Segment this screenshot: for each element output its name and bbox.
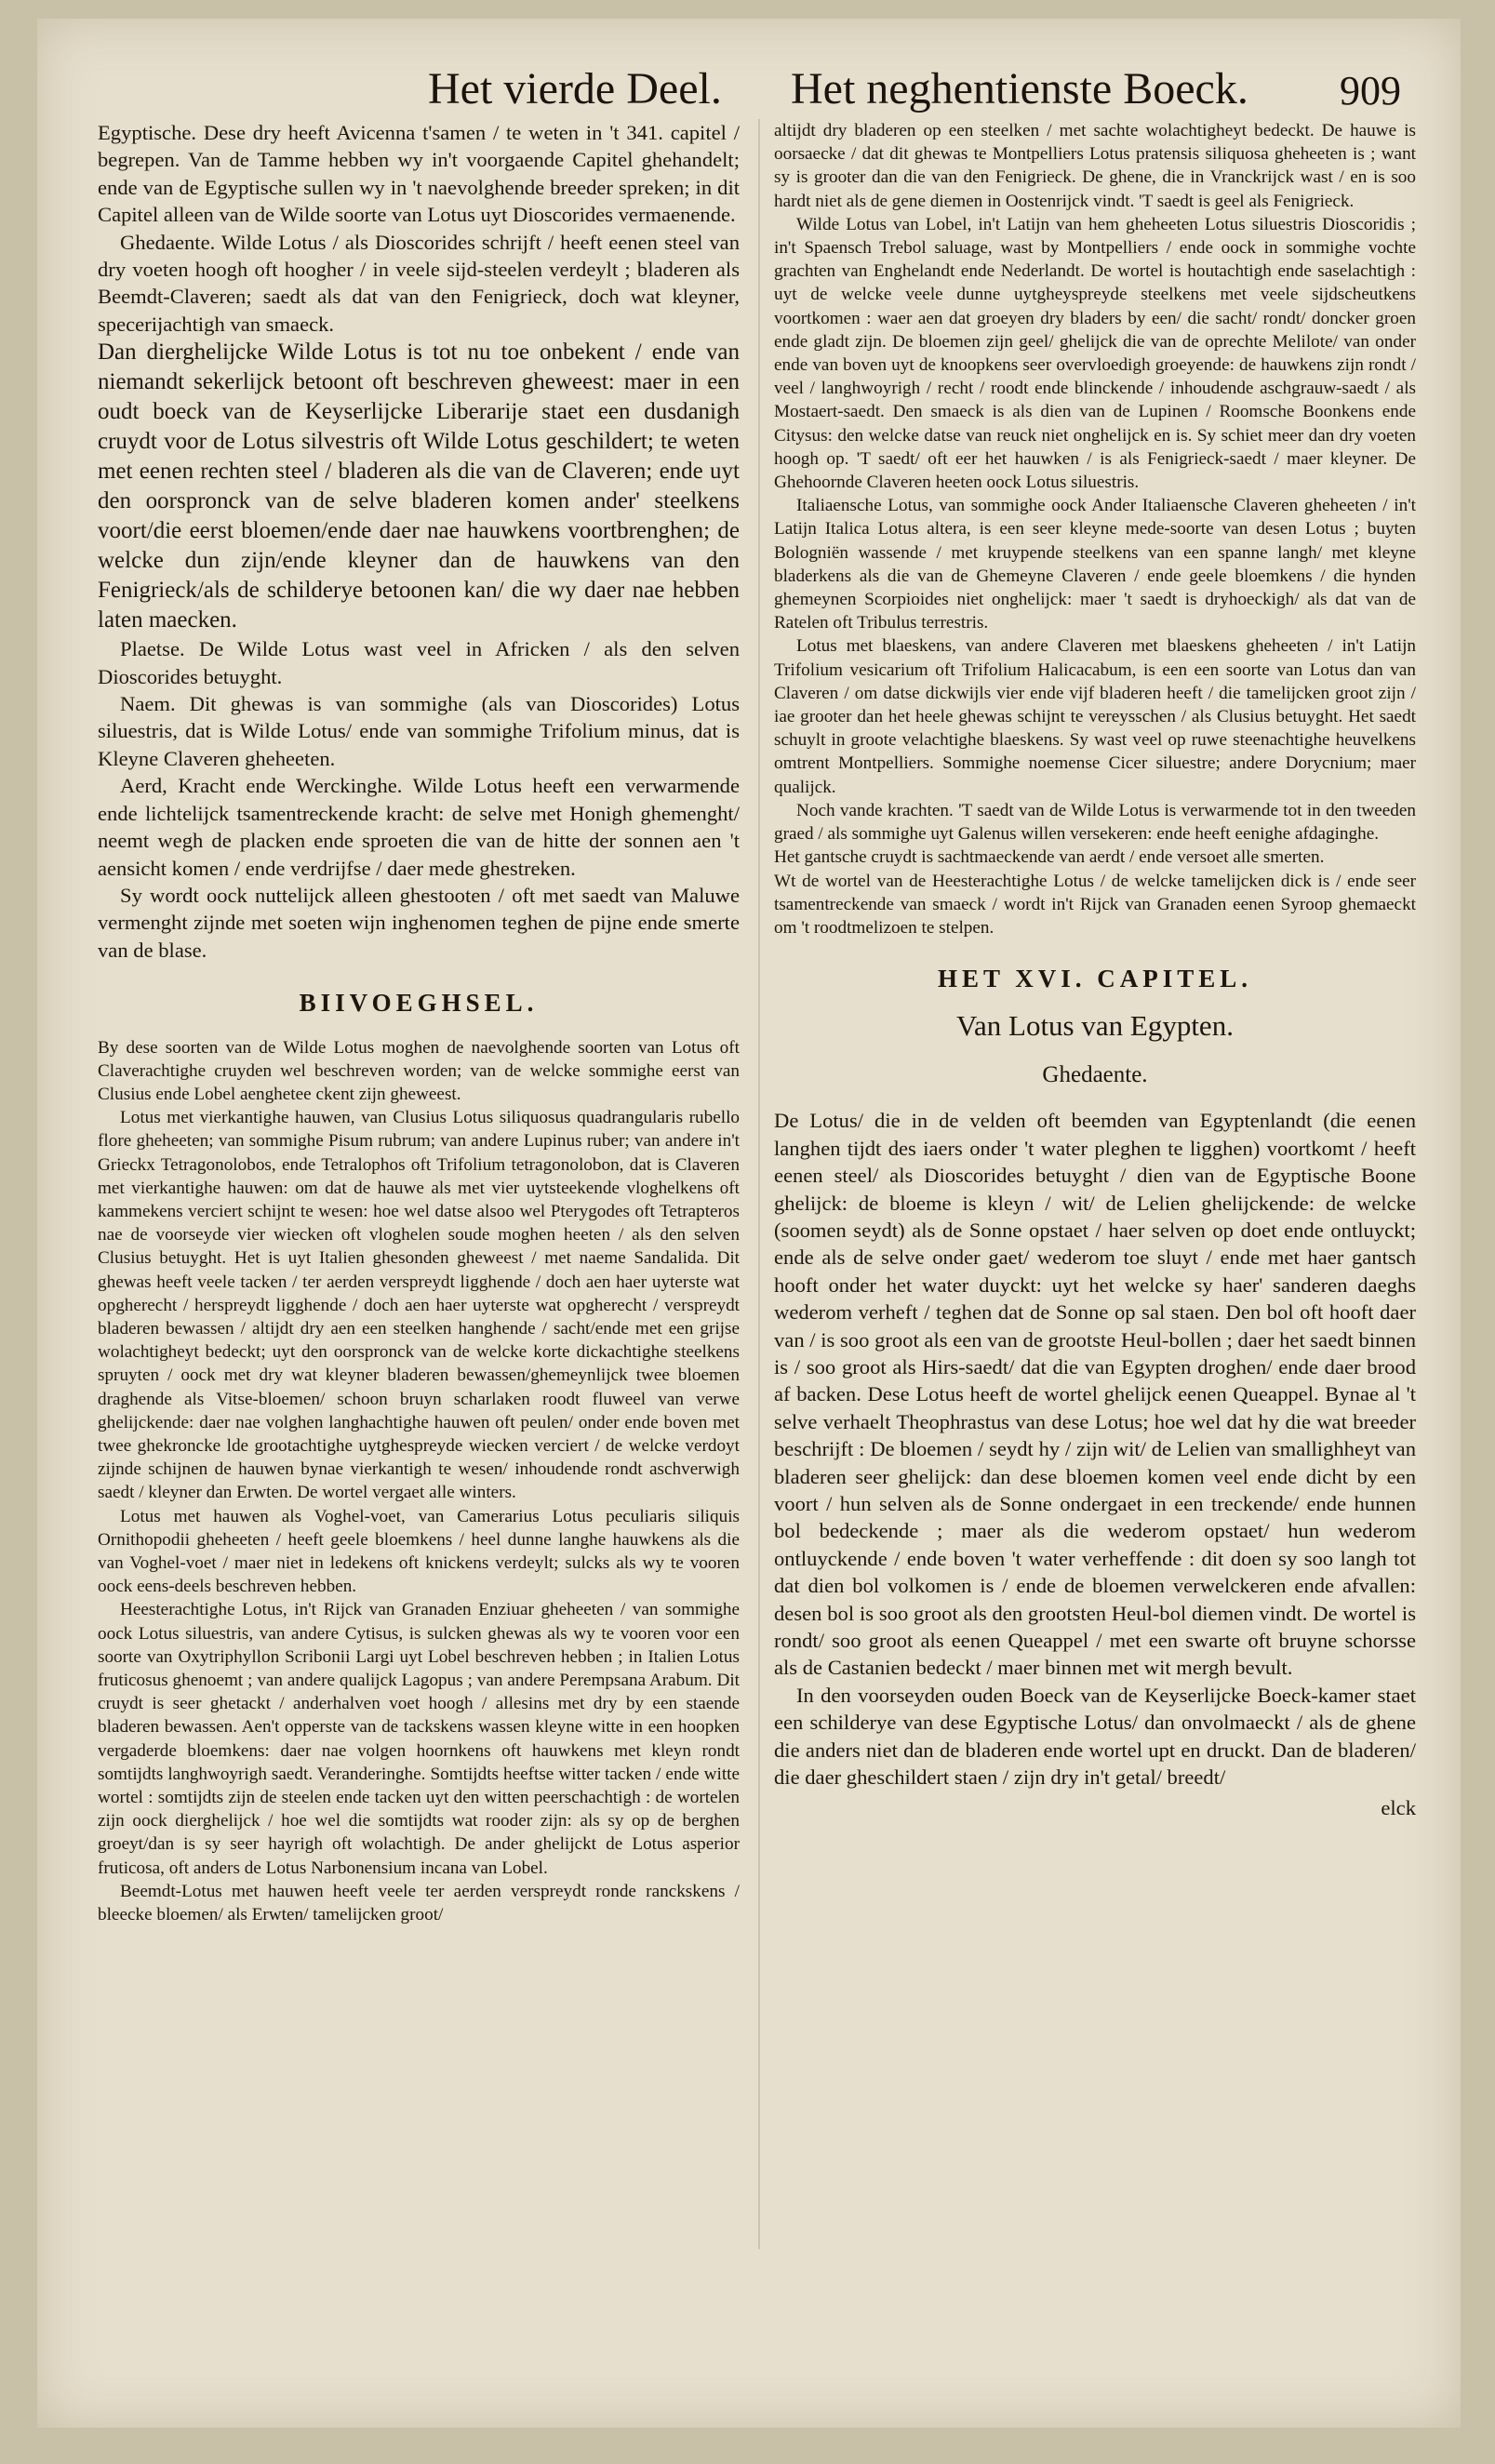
catchword: elck [1381,1796,1416,1820]
chapter-subtitle: Van Lotus van Egypten. [956,1008,1234,1042]
page-number: 909 [1340,68,1401,113]
column-divider [758,119,760,2249]
entry-vierkant: Lotus met vierkantighe hauwen, van Clusius Lotus siliquosus quadrangularis rubello flore gheheeten; van sommighe Pisum rubrum; van andere Lupinus ruber; van andere in't Grieckx Tetragonolobos, ende Tetralophos oft Trifolium tetragonolobon, dat is Claveren met vierkantighe hauwen: om dat de hauwe als met vier uytsteekende vloghelkens oft kammekens verciert schijnt te wesen: hoe wel datse alsoo wel Pterygodes oft Tetrapteros nae de voorseyde vier wiecken oft vloghelen soude moghen heeten / als den selven Clusius betuyght. Het is uyt Italien ghesonden gheweest / met naeme Sandalida. Dit ghewas heeft veele tacken / ter aerden verspreydt ligghende / doch aen haer uyterste wat opgherecht / herspreydt ligghende / doch aen haer uyterste wat opgherecht / verspreydt bladeren bewassen / altijdt dry aen een steelken hanghende / sacht/ende met een grijse wolachtigheyt bedeckt; uyt den oorspronck van de welcke korte dickachtighe steelkens spruyten / oock met dry wat kleyner bladeren bewassen/ghemeynlijck twee bloemen draghende als Vitse-bloemen/ schoon bruyn scharlaken roodt fluweel van verwe ghelijckende: daer nae volghen langhachtighe hauwen oft peulen/ onder ende boven met twee ghekroncke lde grootachtighe uytghespreyde wiecken verciert / de welcke verdoyt zijnde schijnen de hauwen bynae vierkantigh te wesen/ inhoudende rondt aschverwigh saedt / kleyner dan Erwten. De wortel vergaet alle winters. [98,1108,740,1503]
intro-paragraph: Egyptische. Dese dry heeft Avicenna t'samen / te weten in 't 341. capitel / begrepen. Van de Tamme hebben wy in't voorgaende Capitel ghehandelt; ende van de Egyptische sullen wy in 't naevolghende breeder spreken; in dit Capitel alleen van de Wilde soorte van Lotus uyt Dioscorides vermaenende. [98,121,740,227]
entry-beemdt: Beemdt-Lotus met hauwen heeft veele ter aerden verspreydt ronde ranckskens / bleecke bloemen/ als Erwten/ tamelijcken groot/ [98,1881,740,1925]
description-paragraph: Dan dierghelijcke Wilde Lotus is tot nu toe onbekent / ende van niemandt sekerlijck betoont oft beschreven gheweest: maer in een oudt boeck van de Keyserlijcke Liberarije staet een dusdanigh cruydt voor de Lotus silvestris oft Wilde Lotus geschildert; te weten met eenen rechten steel / bladeren als die van de Claveren; ende uyt den oorspronck van de selve bladeren komen ander' steelkens voort/die eerst bloemen/ende daer nae hauwkens voortbrenghen; de welcke dun zijn/ende kleyner dan de hauwkens van den Fenigrieck/als de schilderye betoonen kan/ die wy daer nae hebben laten maecken. [98,340,740,633]
entry-voghelvoet: Lotus met hauwen als Voghel-voet, van Camerarius Lotus peculiaris siliquis Ornithopodii gheheeten / heeft geele bloemkens / heel dunne langhe hauwkens als die van Voghel-voet / maer niet in ledekens oft knickens verdeylt; sulcks als wy te vooren oock eens-deels beschreven hebben. [98,1506,740,1597]
naem-paragraph: Naem. Dit ghewas is van sommighe (als van Dioscorides) Lotus siluestris, dat is Wilde Lotus/ ende van sommighe Trifolium minus, dat is Kleyne Claveren gheheeten. [98,692,740,770]
ghedaente-paragraph: Ghedaente. Wilde Lotus / als Dioscorides schrijft / heeft eenen steel van dry voeten hoogh oft hoogher / in veele sijd-steelen verdeylt ; bladeren als Beemdt-Claveren; saedt als dat van den Fenigrieck, doch wat kleyner, specerijachtigh van smaeck. [98,230,740,336]
left-column [98,119,740,2398]
header-book: Het neghentienste Boeck. [791,64,1248,113]
continued-paragraph: altijdt dry bladeren op een steelken / met sachte wolachtigheyt bedeckt. De hauwe is oorsaecke / dat dit ghewas te Montpelliers Lotus pratensis siliquosa gheheeten is ; want sy is grooter dan die van den Fenigrieck. De ghene, die in Vranckrijck wast / en is soo hardt niet als de gene diemen in Oostenrijck vindt. 'T saedt is geel als Fenigrieck. [774,121,1416,211]
ghedaente-heading: Ghedaente. [1042,1061,1148,1087]
bijvoeghsel-intro: By dese soorten van de Wilde Lotus moghen de naevolghende soorten van Lotus oft Claverachtighe cruyden wel beschreven worden; van de welcke sommighe eerst van Clusius ende Lobel aenghetee ckent zijn gheweest. [98,1037,740,1104]
header-part: Het vierde Deel. [428,64,722,113]
section-heading: BIIVOEGHSEL. [299,989,539,1018]
entry-wortel: Wt de wortel van de Heesterachtighe Lotus / de welcke tamelijcken dick is / ende seer tsamentreckende van smaeck / wordt in't Rijck van Granaden eenen Syroop ghemaeckt om 't roodtmelizoen te stelpen. [774,871,1416,938]
book-page [37,19,1461,2428]
final-paragraph: In den voorseyden ouden Boeck van de Keyserlijcke Boeck-kamer staet een schilderye van dese Egyptische Lotus/ dan onvolmaeckt / als de ghene die anders niet dan de bladeren ende wortel upt en druckt. Dan de bladeren/ die daer gheschildert staen / zijn dry in't getal/ breedt/ [774,1683,1416,1790]
entry-krachten: Noch vande krachten. 'T saedt van de Wilde Lotus is verwarmende tot in den tweeden graed / als sommighe uyt Galenus willen versekeren: ende heeft eenighe afdaginghe. [774,800,1416,845]
entry-italiaensche: Italiaensche Lotus, van sommighe oock Ander Italiaensche Claveren gheheeten / in't Latijn Italica Lotus altera, is een seer kleyne mede-soorte van desen Lotus ; buyten Bologniën wassende / met kruypende steelkens van een spanne langh/ met kleyne bladerkens als die van de Ghemeyne Claveren / ende geele bloemkens / die hynden ghemeynen Scorpioides niet onghelijck: maer 't saedt is dryhoeckigh/ als dat van de Ratelen oft Tribulus terrestris. [774,496,1416,633]
egypt-paragraph: De Lotus/ die in de velden oft beemden van Egyptenlandt (die eenen langhen tijdt des iaers onder 't water pleghen te ligghen) voortkomt / heeft eenen steel/ als Dioscorides betuyght / dien van de Egyptische Boone ghelijck: de bloeme is kleyn / wit/ de Lelien ghelijckende: de welcke (soomen seydt) als de Sonne opstaet / haer selven op doet ende ontluyckt; ende als de selve onder gaet/ wederom toe sluyt / ende met haer gantsch hooft onder het water duyckt: uyt het welcke sy haer' sanderen daeghs wederom verheft / teghen dat de Sonne op sal staen. Den bol oft hooft daer van / is soo groot als een van de grootste Heul-bollen ; daer het saedt binnen is / soo groot als Hirs-saedt/ dat die van Egypten droghen/ ende daer brood af backen. Dese Lotus heeft de wortel ghelijck eenen Queappel. Bynae al 't selve verhaelt Theophrastus van dese Lotus; hoe wel dat hy die wat breeder beschrijft : De bloemen / seydt hy / zijn wit/ de Lelien van smallighheyt van bladeren seer ghelijck: dan dese bloemen komen veel ende dicht by een voort / hun selven als de Sonne ondergaet in een treckende/ ende hunnen bol bedeckende ; maer als die wederom opstaet/ hun wederom ontluyckende / ende boven 't water verheffende : dit doen sy soo langh tot dat dien bol volkomen is / ende de bloemen verwelckeren ende afvallen: desen bol is soo groot als den grootsten Heul-bol diemen vindt. De wortel is rondt/ soo groot als eenen Queappel / met een swarte oft bruyne schorsse als de Castanien bedeckt / maer binnen met wit mergh bevult. [774,1109,1416,1680]
running-header [37,54,1461,128]
entry-gantsche: Het gantsche cruydt is sachtmaeckende van aerdt / ende versoet alle smerten. [774,847,1325,868]
use-paragraph: Sy wordt oock nuttelijck alleen ghestooten / oft met saedt van Maluwe vermenght zijnde met soeten wijn inghenomen teghen de pijne ende smerte van de blase. [98,883,740,962]
entry-blaeskens: Lotus met blaeskens, van andere Claveren met blaeskens gheheeten / in't Latijn Trifolium vesicarium oft Trifolium Halicacabum, is een een soorte van Lotus dan van Claveren / om datse dickwijls vier ende vijf bladeren heeft / die tamelijcken groot zijn / iae grooter dan het heele ghewas schijnt te vereysschen / als Clusius betuyght. Het saedt schuylt in groote velachtighe blaeskens. Sy wast veel op ruwe steenachtighe heuvelkens omtrent Montpelliers. Sommighe noemense Cicer siluestre; andere Dorycnium; maer qualijck. [774,636,1416,797]
entry-lobel: Wilde Lotus van Lobel, in't Latijn van hem gheheeten Lotus siluestris Dioscoridis ; in't Spaensch Trebol saluage, wast by Montpelliers / ende oock in sommighe vochte grachten van Enghelandt ende Nederlandt. De wortel is houtachtigh ende saselachtigh : uyt de welcke veele dunne uytgheyspreyde steelkens met veele sijdscheutkens voortkomen : waer aen dat groeyen dry bladers by een/ die sacht/ rondt/ doncker groen ende gladt zijn. De bloemen zijn geel/ ghelijck die van de oprechte Melilote/ van onder ende van boven uyt de knoopkens seer overvloedigh groeyende: de hauwkens zijn rondt / veel / langhwoyrigh / recht / roodt ende blinckende / inhoudende aschgrauw-saedt / als Mostaert-saedt. Den smaeck is als dien van de Lupinen / Roomsche Boonkens ende Citysus: den welcke datse van reuck niet onghelijck en is. Sy schiet meer dan dry voeten hoogh op. 'T saedt/ oft eer het hauwken / is als Fenigrieck-saedt / maer kleyner. De Ghehoornde Claveren heeten oock Lotus siluestris. [774,214,1416,493]
entry-heester: Heesterachtighe Lotus, in't Rijck van Granaden Enziuar gheheeten / van sommighe oock Lotus siluestris, van andere Cytisus, is sulcken ghewas als wy te vooren voor een soorte van Oxytriphyllon Scribonii Largi uyt Lobel beschreven hebben ; in Italien Lotus fruticosus ghenoemt ; van andere qualijck Lagopus ; van andere Perempsana Arabum. Dit cruydt is seer ghetackt / anderhalven voet hoogh / allesins met dry by een staende bladeren bewassen. Aen't opperste van de tackskens wassen kleyne witte in een hoopken vergaderde bloemkens: daer nae volgen hoornkens oft hauwkens met kleyn rondt somtijdts langhwoyrigh saedt. Veranderinghe. Somtijdts heeftse witter tacken / ende witte wortel : somtijdts zijn de steelen ende tacken uyt den witten peerschachtigh : de wortelen zijn oock dierghelijck / hoe wel die somtijdts wat rooder zijn: als sy op de berghen groeyt/dan is sy seer hayrigh oft wolachtigh. De ander ghelijckt de Lotus asperior fruticosa, oft anders de Lotus Narbonensium incana van Lobel. [98,1600,740,1878]
aerd-paragraph: Aerd, Kracht ende Werckinghe. Wilde Lotus heeft een verwarmende ende lichtelijck tsamentreckende kracht: de selve met Honigh ghemenght/ neemt wegh de placken ende sproeten die van de hitte der sonnen aen 't aensicht komen / ende verdrijfse / daer mede ghestreken. [98,774,740,880]
plaetse-paragraph: Plaetse. De Wilde Lotus wast veel in Africken / als den selven Dioscorides betuyght. [98,637,740,688]
right-column [774,119,1416,2398]
chapter-title: HET XVI. CAPITEL. [937,965,1253,993]
